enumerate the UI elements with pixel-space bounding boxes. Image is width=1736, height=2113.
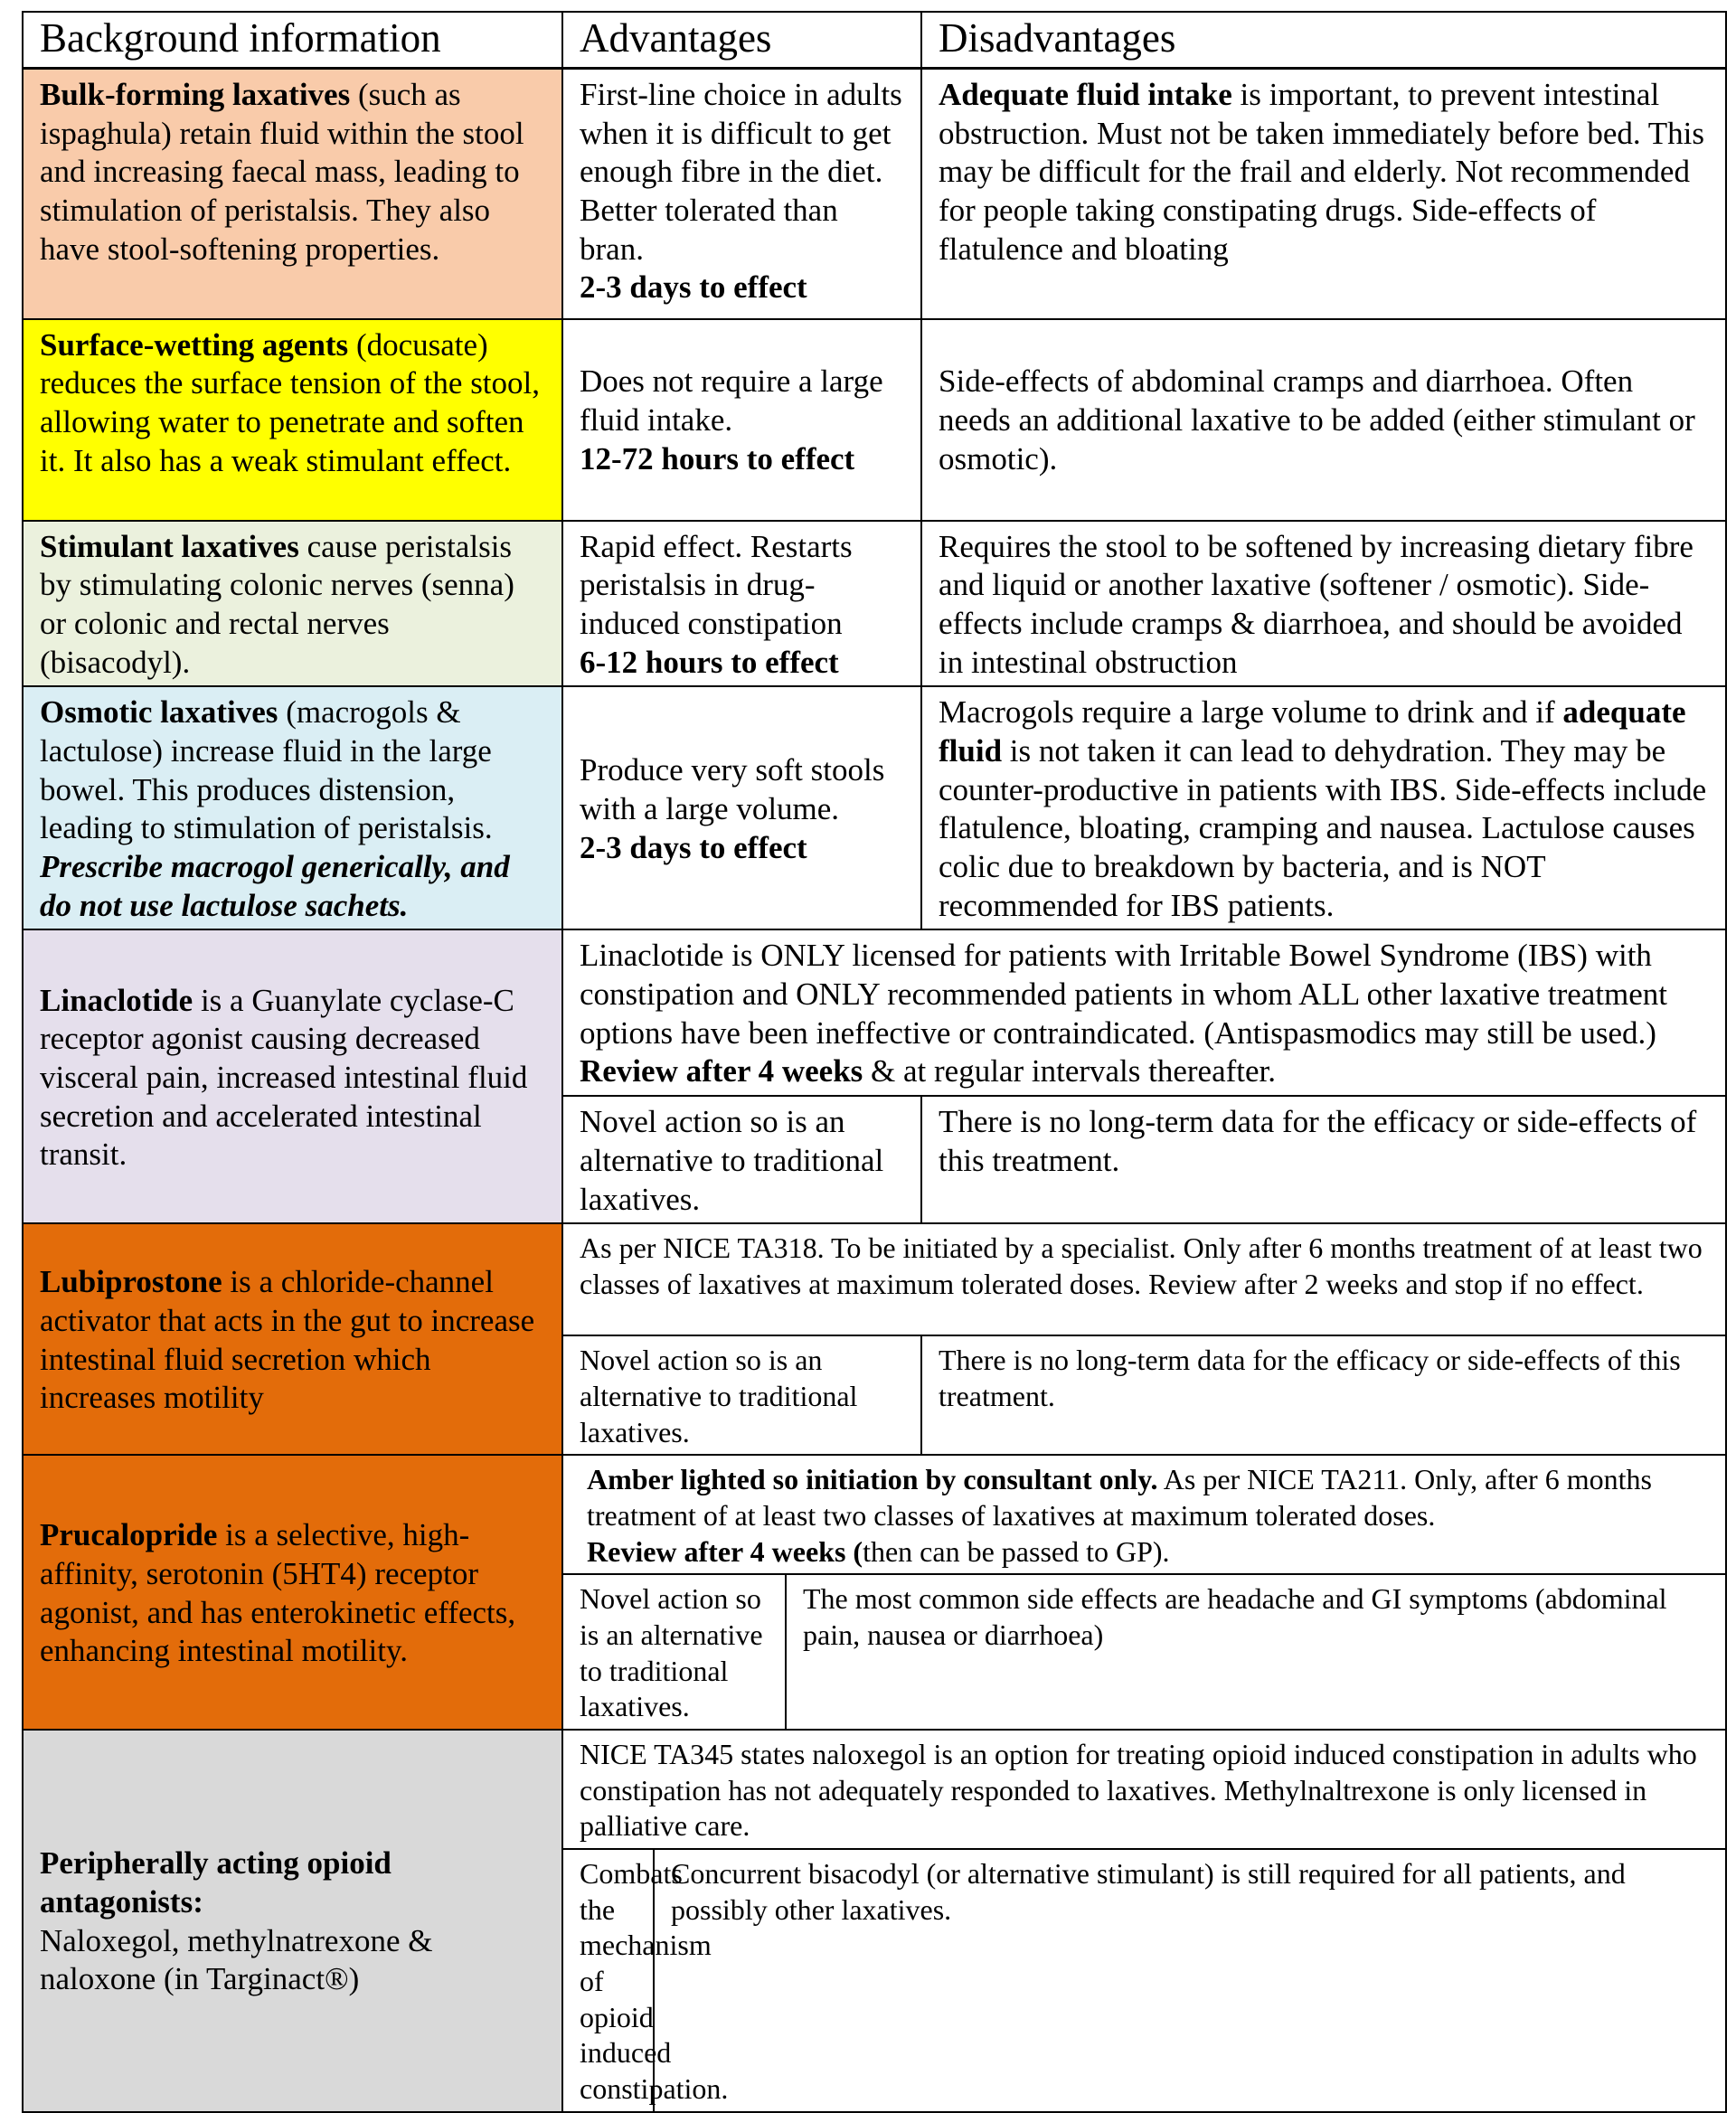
bulk-advantages-cell — [562, 69, 921, 319]
opioid-background-cell — [23, 1730, 562, 2112]
linaclotide-note-post: & at regular intervals thereafter. — [863, 1053, 1277, 1090]
prucalopride-advantages-cell — [562, 1574, 786, 1730]
linaclotide-disadvantages-text: There is no long-term data for the efficacy or side-effects of this treatment. — [939, 1104, 1697, 1178]
surface-advantages-cell — [562, 319, 921, 521]
prucalopride-amber-note: Amber lighted so initiation by consultant only. — [587, 1463, 1158, 1496]
row-prucalopride — [23, 1455, 1726, 1574]
bulk-name: Bulk-forming laxatives — [40, 77, 351, 112]
lubiprostone-initiation-note — [562, 1223, 1726, 1335]
lubiprostone-disadvantages-cell — [921, 1335, 1726, 1455]
prucalopride-review: Review after 4 weeks ( — [587, 1534, 863, 1568]
header-disadvantages: Disadvantages — [921, 12, 1726, 69]
opioid-name: Peripherally acting opioid antagonists: — [40, 1845, 392, 1920]
osmotic-disadvantages-pre: Macrogols require a large volume to drink and if — [939, 694, 1563, 731]
laxative-comparison-table — [22, 11, 1727, 2113]
surface-advantages-text: Does not require a large fluid intake. — [580, 363, 883, 439]
osmotic-disadvantages-bold: adequate fluid — [939, 694, 1686, 769]
row-lubiprostone — [23, 1223, 1726, 1335]
prucalopride-disadvantages-text: The most common side effects are headache and GI symptoms (abdominal pain, nausea or diarrhoea) — [803, 1582, 1667, 1651]
surface-time-to-effect: 12-72 hours to effect — [580, 440, 855, 476]
osmotic-disadvantages-cell — [921, 686, 1726, 929]
lubiprostone-background-cell — [23, 1223, 562, 1455]
surface-disadvantages-text: Side-effects of abdominal cramps and diarrhoea. Often needs an additional laxative to be added (either stimulant or osmotic). — [939, 363, 1695, 476]
linaclotide-note-text: Linaclotide is ONLY licensed for patients with Irritable Bowel Syndrome (IBS) with constipation and ONLY recommended patients in whom ALL other laxative treatment options have been ineffective or contraindicated. (Antispasmodics may still be used.) — [580, 938, 1668, 1051]
bulk-time-to-effect: 2-3 days to effect — [580, 269, 807, 306]
lubiprostone-advantages-cell — [562, 1335, 921, 1455]
row-bulk-forming — [23, 69, 1726, 319]
row-linaclotide — [23, 929, 1726, 1096]
opioid-note-text: NICE TA345 states naloxegol is an option for treating opioid induced constipation in adults who constipation has not adequately responded to laxatives. Methylnaltrexone is only licensed in palliative care. — [580, 1737, 1697, 1843]
osmotic-description: (macrogols & lactulose) increase fluid in the large bowel. This produces distension, leading to stimulation of peristalsis. — [40, 694, 493, 846]
bulk-disadvantages-bold: Adequate fluid intake — [939, 77, 1232, 112]
lubiprostone-description: is a chloride-channel activator that acts in the gut to increase intestinal fluid secretion which increases motility — [40, 1264, 535, 1416]
osmotic-time-to-effect: 2-3 days to effect — [580, 829, 807, 865]
prucalopride-initiation-note — [562, 1455, 1726, 1574]
prucalopride-note-post: then can be passed to GP). — [863, 1534, 1170, 1568]
laxative-comparison-document — [22, 11, 1725, 2105]
linaclotide-licensing-note — [562, 929, 1726, 1096]
linaclotide-advantages-text: Novel action so is an alternative to traditional laxatives. — [580, 1104, 884, 1217]
row-stimulant — [23, 521, 1726, 687]
linaclotide-description: is a Guanylate cyclase-C receptor agonist causing decreased visceral pain, increased intestinal fluid secretion and accelerated intestinal transit. — [40, 982, 528, 1173]
stimulant-time-to-effect: 6-12 hours to effect — [580, 644, 839, 680]
lubiprostone-name: Lubiprostone — [40, 1264, 222, 1300]
prucalopride-description: is a selective, high-affinity, serotonin (5HT4) receptor agonist, and has enterokinetic effects, enhancing intestinal motility. — [40, 1517, 516, 1669]
stimulant-disadvantages-text: Requires the stool to be softened by increasing dietary fibre and liquid or another laxative (softener / osmotic). Side-effects include cramps & diarrhoea, and should be avoided in intestinal obstruction — [939, 528, 1694, 680]
osmotic-disadvantages-post: is not taken it can lead to dehydration. They may be counter-productive in patients with IBS. Side-effects include flatulence, bloating, cramping and nausea. Lactulose causes colic due to breakdown by bacteria, and is NOT recommended for IBS patients. — [939, 732, 1707, 923]
stimulant-description: cause peristalsis by stimulating colonic nerves (senna) or colonic and rectal nerves (bisacodyl). — [40, 528, 514, 680]
opioid-nice-note — [562, 1730, 1726, 1849]
stimulant-name: Stimulant laxatives — [40, 528, 299, 564]
surface-description: (docusate) reduces the surface tension of the stool, allowing water to penetrate and soften it. It also has a weak stimulant effect. — [40, 326, 541, 478]
lubiprostone-note-text: As per NICE TA318. To be initiated by a specialist. Only after 6 months treatment of at least two classes of laxatives at maximum tolerated doses. Review after 2 weeks and stop if no effect. — [580, 1231, 1703, 1300]
osmotic-advantages-cell — [562, 686, 921, 929]
linaclotide-name: Linaclotide — [40, 982, 193, 1018]
row-surface-wetting — [23, 319, 1726, 521]
header-row — [23, 12, 1726, 69]
bulk-advantages-text: First-line choice in adults when it is difficult to get enough fibre in the diet. Better tolerated than bran. — [580, 77, 902, 267]
osmotic-name: Osmotic laxatives — [40, 694, 278, 731]
bulk-description: (such as ispaghula) retain fluid within the stool and increasing faecal mass, leading to stimulation of peristalsis. They also have stool-softening properties. — [40, 77, 524, 267]
linaclotide-disadvantages-cell — [921, 1096, 1726, 1223]
prucalopride-background-cell — [23, 1455, 562, 1730]
prucalopride-note-text: As per NICE TA211. Only, after 6 months treatment of at least two classes of laxatives at maximum tolerated doses. — [587, 1463, 1652, 1532]
stimulant-background-cell — [23, 521, 562, 687]
row-opioid-antagonists — [23, 1730, 1726, 1849]
osmotic-advantages-text: Produce very soft stools with a large volume. — [580, 752, 885, 826]
row-osmotic — [23, 686, 1726, 929]
stimulant-advantages-cell — [562, 521, 921, 687]
linaclotide-review: Review after 4 weeks — [580, 1053, 863, 1090]
lubiprostone-disadvantages-text: There is no long-term data for the efficacy or side-effects of this treatment. — [939, 1344, 1681, 1412]
prucalopride-advantages-text: Novel action so is an alternative to traditional laxatives. — [580, 1582, 763, 1723]
surface-name: Surface-wetting agents — [40, 326, 349, 363]
opioid-advantages-text: Combats the mechanism of opioid induced constipation. — [580, 1856, 729, 2105]
bulk-disadvantages-cell — [921, 69, 1726, 319]
opioid-disadvantages-text: Concurrent bisacodyl (or alternative stimulant) is still required for all patients, and possibly other laxatives. — [671, 1856, 1626, 1926]
stimulant-advantages-text: Rapid effect. Restarts peristalsis in drug-induced constipation — [580, 528, 853, 641]
bulk-disadvantages-text: is important, to prevent intestinal obstruction. Must not be taken immediately before bed. This may be difficult for the frail and elderly. Not recommended for people taking constipating drugs. Side-effects of flatulence and bloating — [939, 77, 1704, 267]
opioid-disadvantages-cell — [654, 1849, 1726, 2112]
opioid-advantages-cell — [562, 1849, 729, 2112]
bulk-background-cell — [23, 69, 562, 319]
prucalopride-name: Prucalopride — [40, 1517, 218, 1553]
osmotic-prescribing-note: Prescribe macrogol generically, and do not use lactulose sachets. — [40, 849, 510, 923]
prucalopride-disadvantages-cell — [786, 1574, 1726, 1730]
header-advantages: Advantages — [562, 12, 921, 69]
stimulant-disadvantages-cell — [921, 521, 1726, 687]
header-background-information: Background information — [23, 12, 562, 69]
lubiprostone-advantages-text: Novel action so is an alternative to traditional laxatives. — [580, 1344, 858, 1448]
linaclotide-background-cell — [23, 929, 562, 1223]
linaclotide-advantages-cell — [562, 1096, 921, 1223]
opioid-description: Naloxegol, methylnatrexone & naloxone (in Targinact®) — [40, 1922, 433, 1997]
osmotic-background-cell — [23, 686, 562, 929]
surface-background-cell — [23, 319, 562, 521]
surface-disadvantages-cell — [921, 319, 1726, 521]
